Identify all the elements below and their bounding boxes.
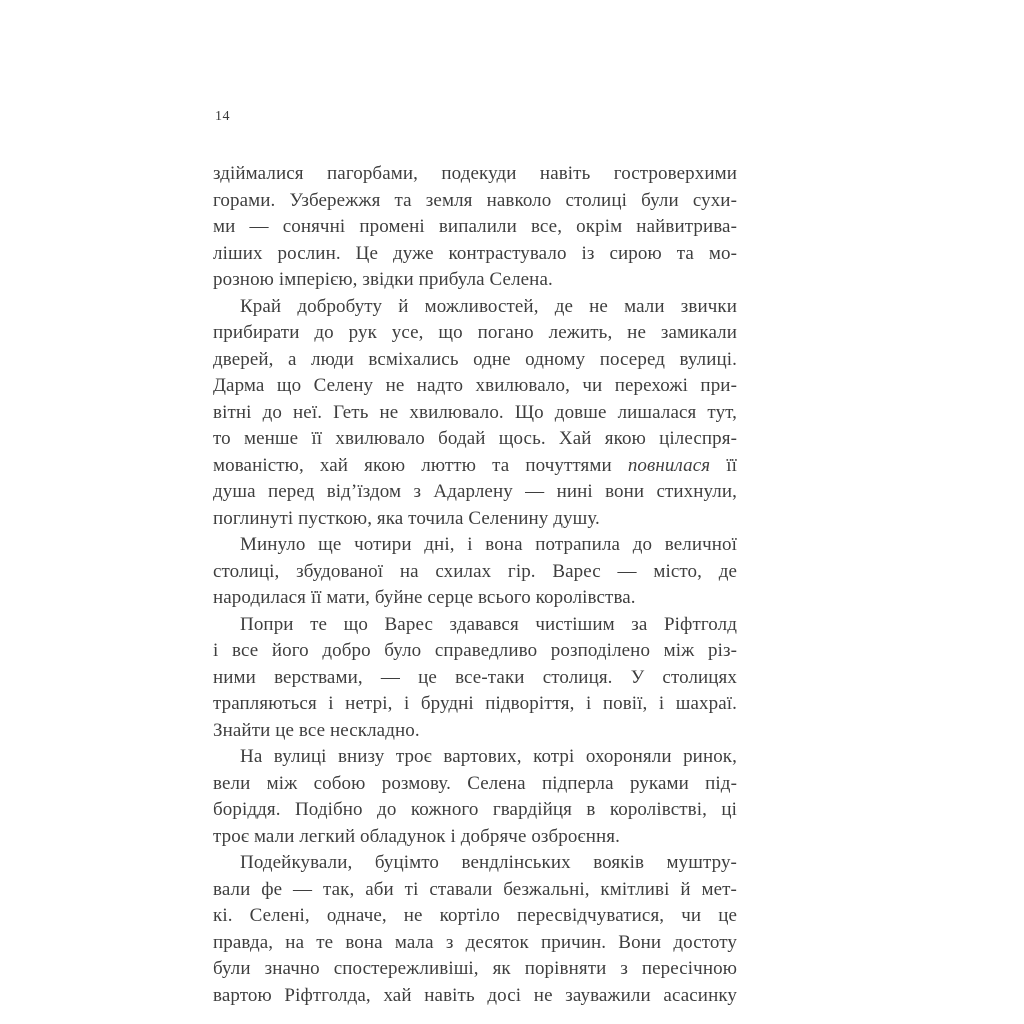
text-line: розною імперією, звідки прибула Селена.	[213, 269, 553, 290]
text-line: Край добробуту й можливостей, де не мали звички	[240, 295, 737, 317]
page-number: 14	[215, 109, 230, 124]
text-line: Дарма що Селену не надто хвилювало, чи перехожі при-	[213, 375, 737, 396]
text-line: боріддя. Подібно до кожного гвардійця в королівстві, ці	[213, 799, 737, 820]
text-line: вартою Ріфтголда, хай навіть досі не зауважили асасинку	[213, 984, 737, 1006]
text-line	[213, 453, 737, 480]
text-line: дверей, а люди всміхались одне одному посеред вулиці.	[213, 348, 737, 370]
text-line: вали фе — так, аби ті ставали безжальні, кмітливі й мет-	[213, 878, 737, 900]
text-line: вели між собою розмову. Селена підперла руками під-	[213, 772, 737, 794]
text-line: горами. Узбережжя та земля навколо столиці були сухи-	[213, 189, 737, 211]
body-text	[213, 161, 737, 1009]
italic-text: повнилася	[627, 454, 711, 476]
text-line: були значно спостережливіші, як порівняти з пересічною	[213, 958, 737, 979]
text-line: душа перед від’їздом з Адарлену — нині вони стихнули,	[213, 481, 737, 502]
text-line: ми — сонячні промені випалили все, окрім найвитрива-	[213, 216, 737, 237]
text-line: народилася її мати, буйне серце всього королівства.	[213, 587, 636, 608]
text-line: трапляються і нетрі, і брудні підворіття, і повії, і шахраї.	[213, 693, 737, 714]
text-line: прибирати до рук усе, що погано лежить, не замикали	[213, 322, 737, 343]
paragraph	[213, 161, 737, 294]
text-line: і все його добро було справедливо розподілено між різ-	[213, 640, 737, 661]
text-run: її	[710, 454, 737, 476]
text-line: Попри те що Варес здавався чистішим за Ріфтголд	[240, 613, 737, 635]
text-line: столиці, збудованої на схилах гір. Варес — місто, де	[213, 560, 737, 582]
text-line: Подейкували, буцімто вендлінських вояків муштру-	[240, 852, 737, 873]
text-run: мованістю, хай якою люттю та почуттями	[213, 454, 628, 476]
text-line: Знайти це все нескладно.	[213, 719, 420, 741]
text-line: здіймалися пагорбами, подекуди навіть гостроверхими	[213, 163, 737, 184]
paragraph	[213, 294, 737, 533]
paragraph	[213, 612, 737, 745]
paragraph	[213, 532, 737, 612]
text-line: На вулиці внизу троє вартових, котрі охороняли ринок,	[240, 746, 737, 767]
text-line: правда, на те вона мала з десяток причин. Вони достоту	[213, 931, 737, 953]
text-line: ними верствами, — це все-таки столиця. У столицях	[213, 666, 737, 688]
paragraph	[213, 850, 737, 1009]
text-line: поглинуті пусткою, яка точила Селенину душу.	[213, 507, 600, 529]
text-line: ліших рослин. Це дуже контрастувало із сирою та мо-	[213, 242, 737, 264]
text-line: вітні до неї. Геть не хвилювало. Що довше лишалася тут,	[213, 401, 737, 423]
text-line: Минуло ще чотири дні, і вона потрапила до величної	[240, 534, 737, 555]
text-line: кі. Селені, одначе, не кортіло пересвідчуватися, чи це	[213, 905, 737, 926]
text-line: троє мали легкий обладунок і добряче озброєння.	[213, 825, 620, 847]
text-line: то менше її хвилювало бодай щось. Хай якою цілеспря-	[213, 428, 737, 449]
paragraph	[213, 744, 737, 850]
